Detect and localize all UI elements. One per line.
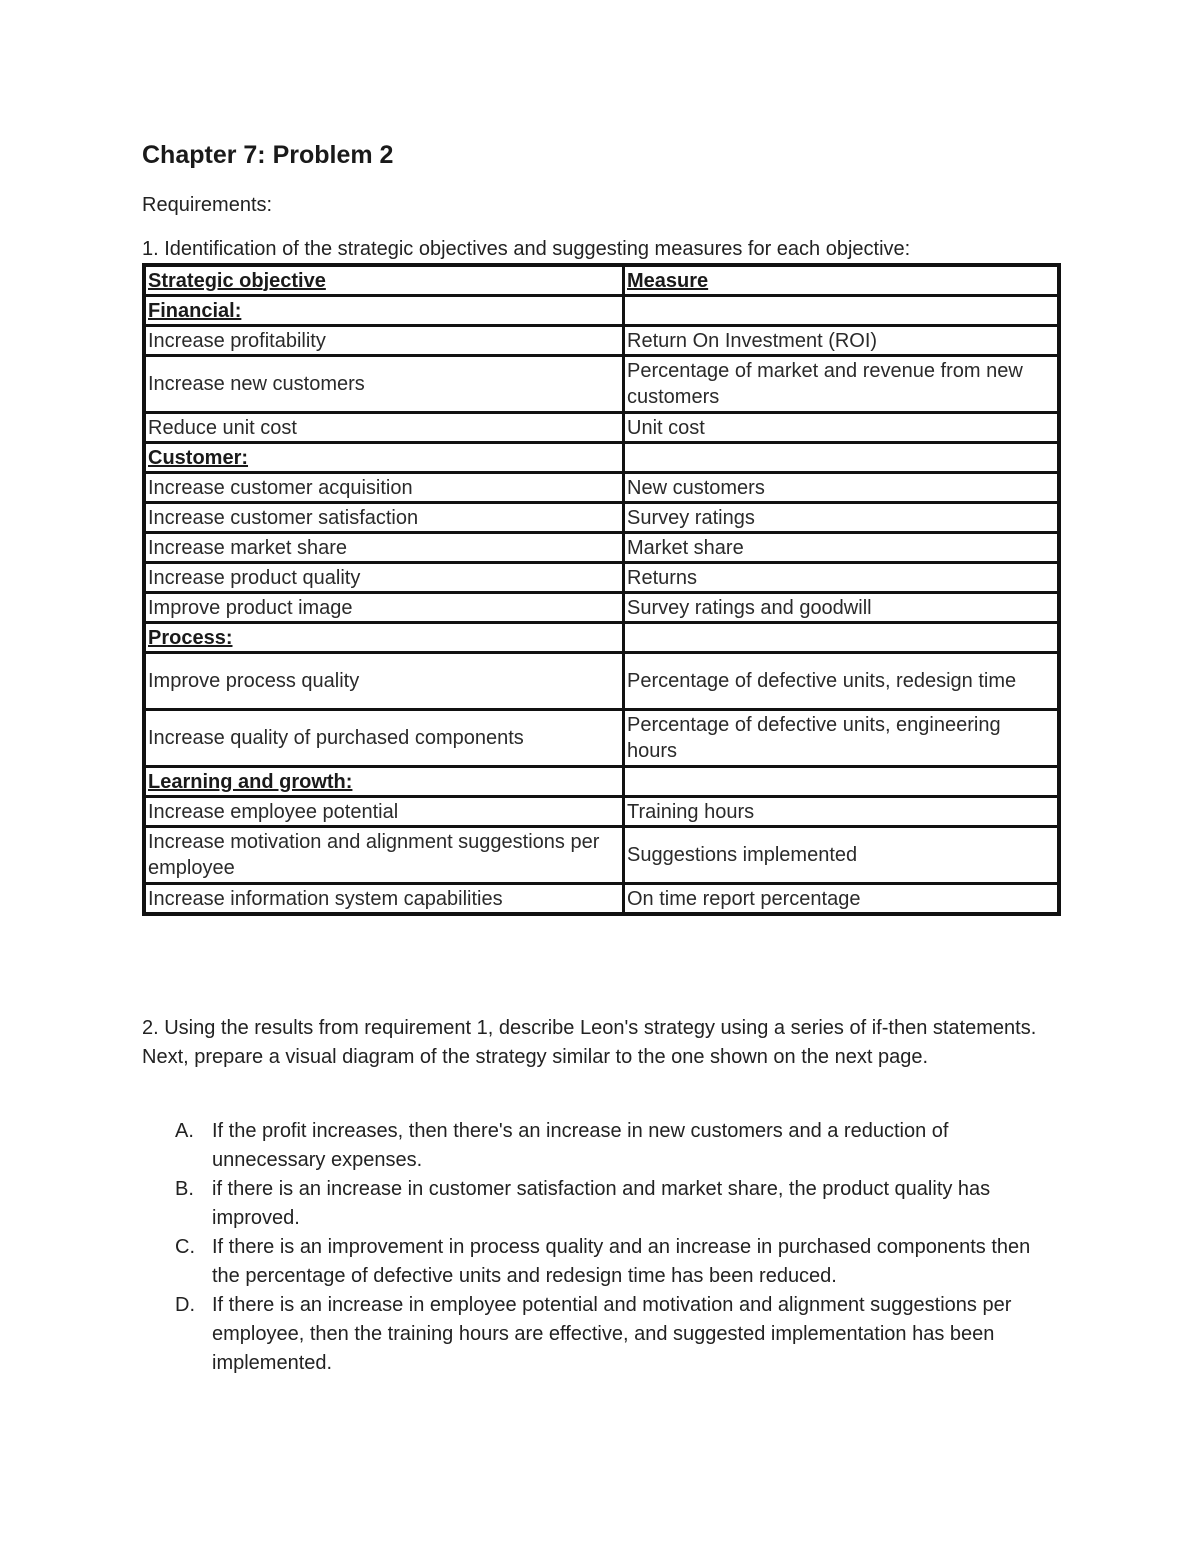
measure-cell: Percentage of defective units, redesign time: [624, 653, 1060, 710]
list-item: [142, 1175, 1062, 1233]
table-section-row: [144, 443, 1059, 473]
objective-cell: Increase employee potential: [144, 797, 624, 827]
list-item: [142, 1233, 1062, 1291]
list-item: [142, 1291, 1062, 1378]
list-item-text: If there is an increase in employee potential and motivation and alignment suggestions per employee, then the training hours are effective, and suggested implementation has been implemented.: [212, 1294, 1012, 1374]
measure-cell: Percentage of defective units, engineering hours: [624, 710, 1060, 767]
table-section-row: [144, 296, 1059, 326]
table-row: [144, 563, 1059, 593]
objective-cell: Increase product quality: [144, 563, 624, 593]
measure-cell: Returns: [624, 563, 1060, 593]
requirements-label: Requirements:: [142, 194, 273, 216]
table-row: [144, 653, 1059, 710]
measure-cell: New customers: [624, 473, 1060, 503]
table-row: [144, 413, 1059, 443]
section-heading-cell: Process:: [144, 623, 624, 653]
measure-cell: [624, 443, 1060, 473]
list-marker: B.: [175, 1178, 194, 1200]
table-row: [144, 533, 1059, 563]
objective-cell: Increase motivation and alignment suggestions per employee: [144, 827, 624, 884]
requirement-2-text: 2. Using the results from requirement 1, describe Leon's strategy using a series of if-then statements. Next, prepare a visual diagram of the strategy similar to the one shown on the next page.: [142, 1017, 1037, 1068]
header-measure: Measure: [624, 265, 1060, 296]
section-heading-cell: Financial:: [144, 296, 624, 326]
objective-cell: Increase information system capabilities: [144, 884, 624, 915]
objective-cell: Increase profitability: [144, 326, 624, 356]
objective-cell: Reduce unit cost: [144, 413, 624, 443]
list-item-text: if there is an increase in customer satisfaction and market share, the product quality has improved.: [212, 1178, 991, 1229]
table-row: [144, 473, 1059, 503]
measure-cell: Training hours: [624, 797, 1060, 827]
measure-cell: [624, 623, 1060, 653]
table-row: [144, 797, 1059, 827]
measure-cell: [624, 767, 1060, 797]
section-heading-cell: Customer:: [144, 443, 624, 473]
list-marker: A.: [175, 1120, 194, 1142]
table-row: [144, 710, 1059, 767]
objective-cell: Increase customer satisfaction: [144, 503, 624, 533]
table-row: [144, 326, 1059, 356]
objective-cell: Improve product image: [144, 593, 624, 623]
list-marker: D.: [175, 1294, 195, 1316]
requirement-1-text: 1. Identification of the strategic objectives and suggesting measures for each objective:: [142, 238, 911, 260]
table-row: [144, 593, 1059, 623]
measure-cell: On time report percentage: [624, 884, 1060, 915]
page-title: Chapter 7: Problem 2: [142, 141, 394, 169]
table-section-row: [144, 623, 1059, 653]
table-header-row: [144, 265, 1059, 296]
table-section-row: [144, 767, 1059, 797]
list-marker: C.: [175, 1236, 195, 1258]
header-strategic-objective: Strategic objective: [144, 265, 624, 296]
measure-cell: Return On Investment (ROI): [624, 326, 1060, 356]
strategy-table: [142, 263, 1061, 916]
measure-cell: Market share: [624, 533, 1060, 563]
measure-cell: Survey ratings and goodwill: [624, 593, 1060, 623]
table-row: [144, 827, 1059, 884]
section-heading-cell: Learning and growth:: [144, 767, 624, 797]
objective-cell: Increase market share: [144, 533, 624, 563]
answers-list: [142, 1117, 1062, 1378]
measure-cell: Percentage of market and revenue from new customers: [624, 356, 1060, 413]
list-item-text: If the profit increases, then there's an increase in new customers and a reduction of unnecessary expenses.: [212, 1120, 949, 1171]
measure-cell: [624, 296, 1060, 326]
measure-cell: Survey ratings: [624, 503, 1060, 533]
objective-cell: Increase quality of purchased components: [144, 710, 624, 767]
objective-cell: Improve process quality: [144, 653, 624, 710]
table-row: [144, 503, 1059, 533]
table-row: [144, 356, 1059, 413]
objective-cell: Increase new customers: [144, 356, 624, 413]
list-item-text: If there is an improvement in process quality and an increase in purchased components then the percentage of defective units and redesign time has been reduced.: [212, 1236, 1031, 1287]
table-row: [144, 884, 1059, 915]
objective-cell: Increase customer acquisition: [144, 473, 624, 503]
measure-cell: Suggestions implemented: [624, 827, 1060, 884]
measure-cell: Unit cost: [624, 413, 1060, 443]
list-item: [142, 1117, 1062, 1175]
